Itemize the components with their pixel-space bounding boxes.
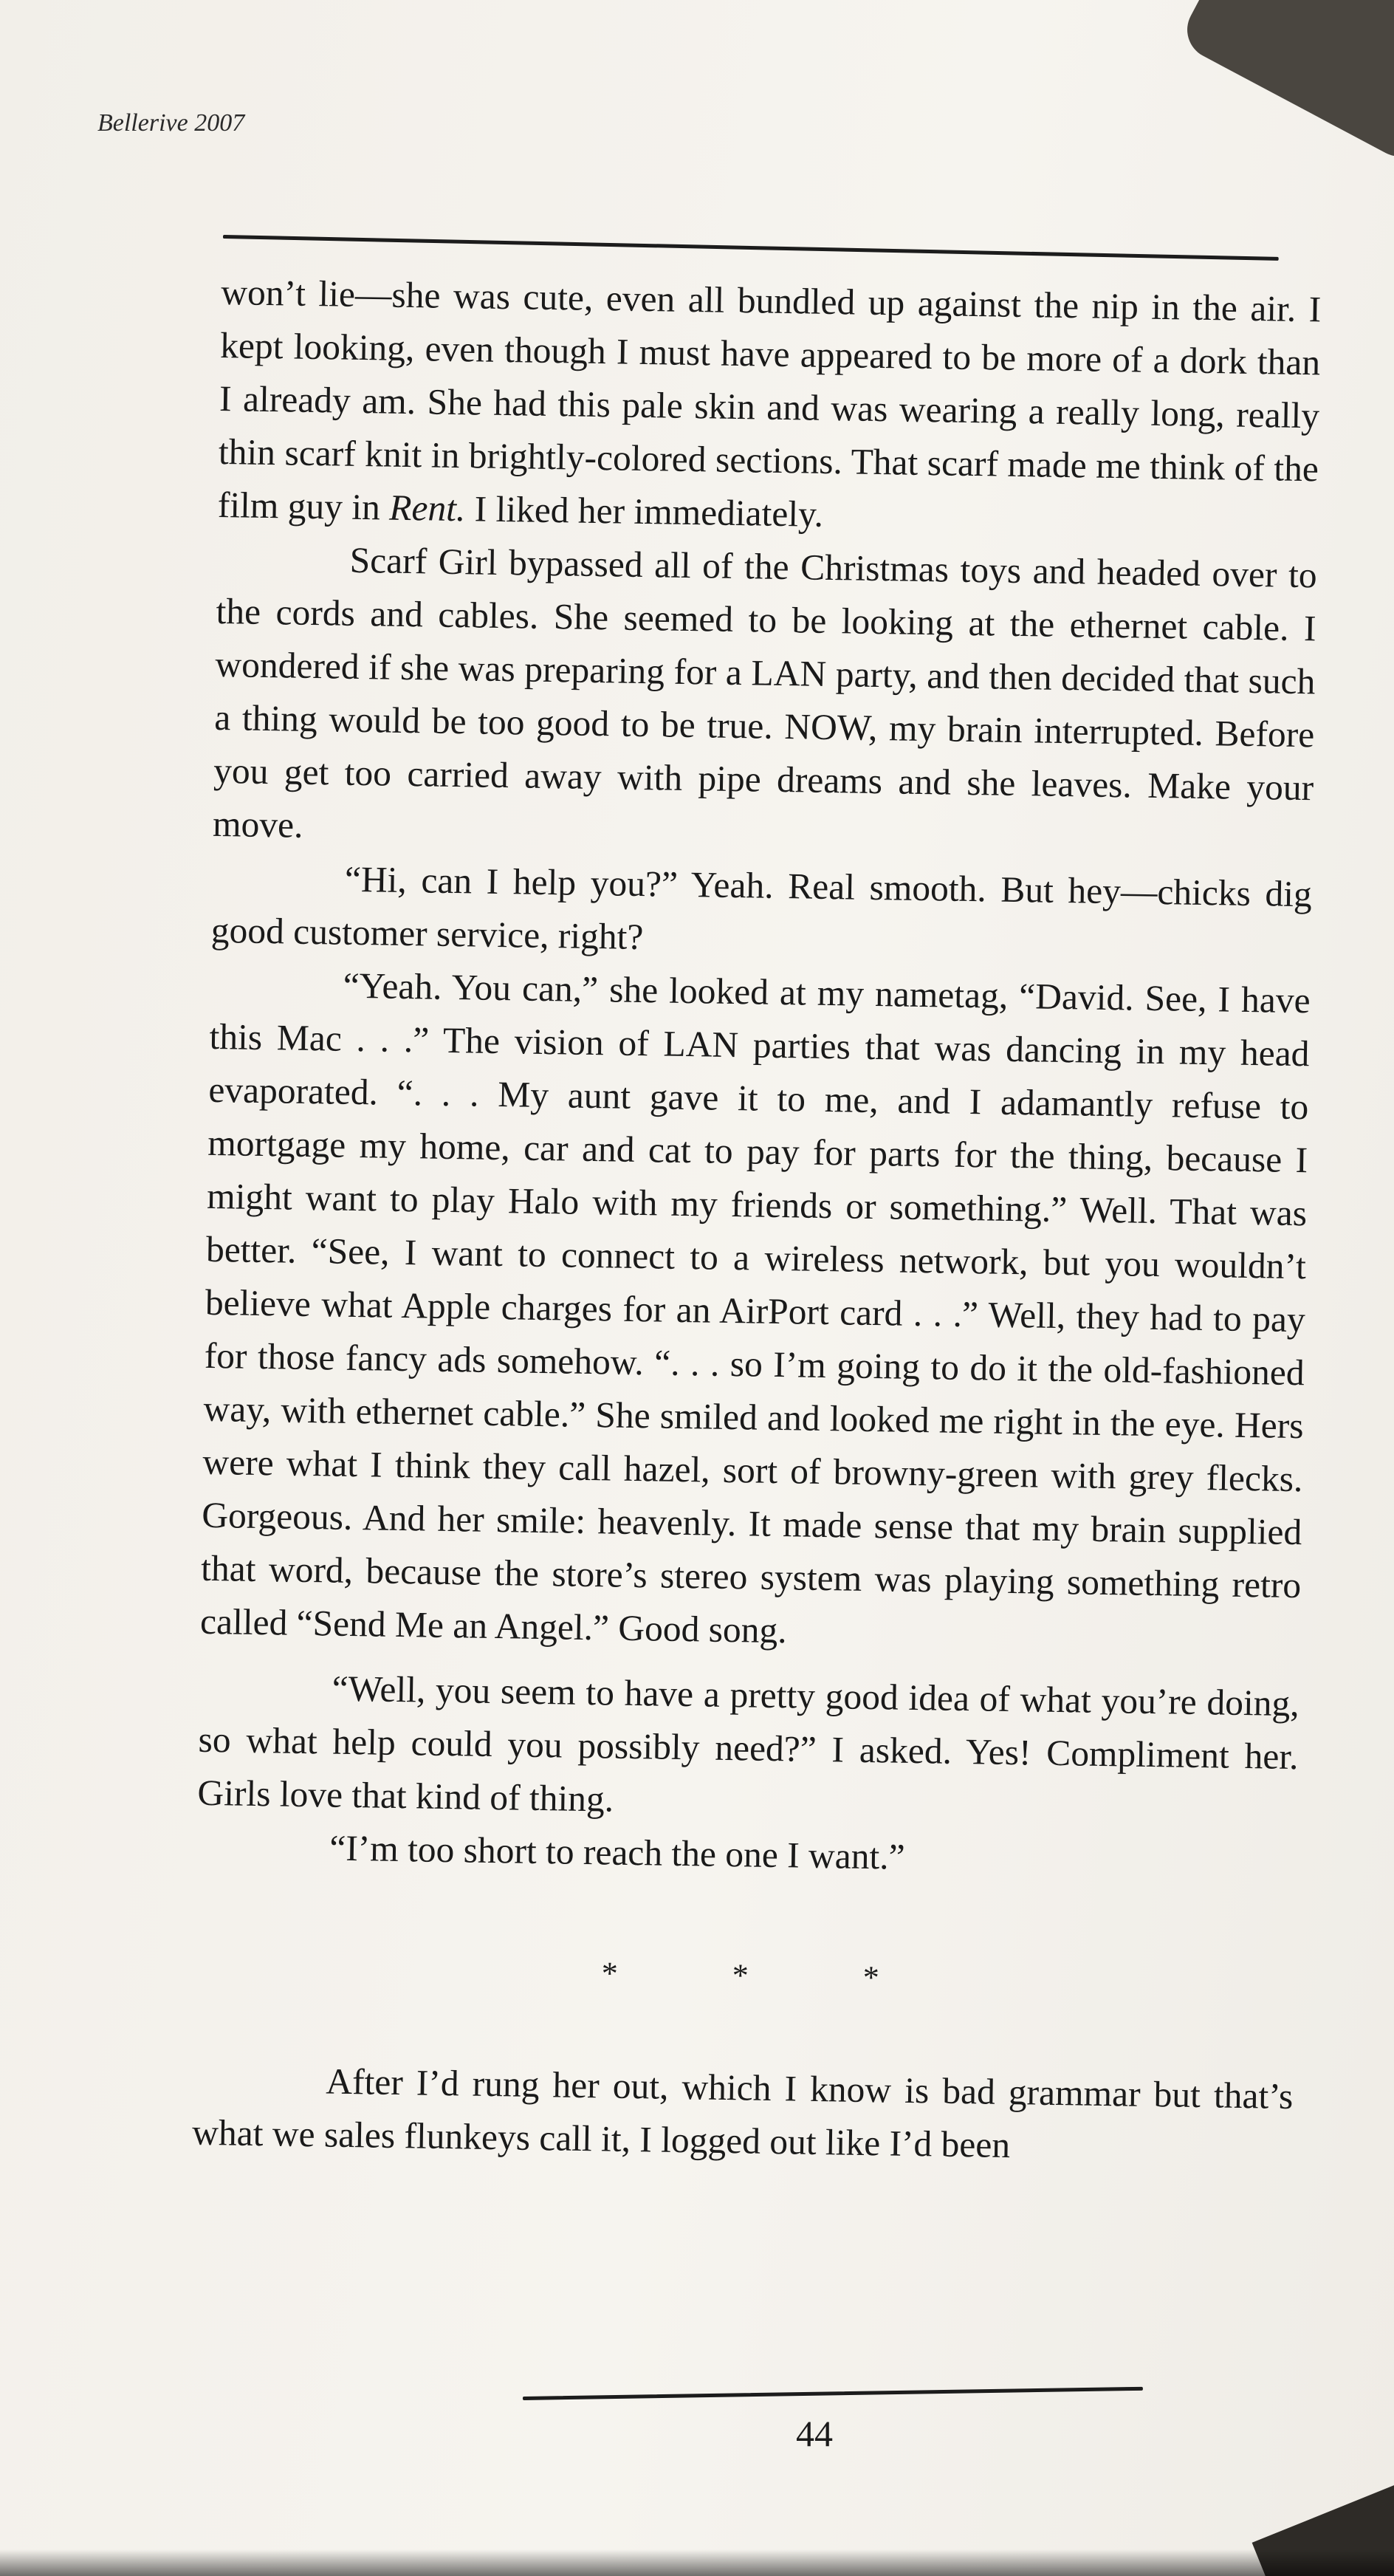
paragraph: “I’m too short to reach the one I want.” <box>329 1827 906 1877</box>
paragraph: “Yeah. You can,” she looked at my nametag, “David. See, I have this Mac . . .” The vision of LAN parties that was dancing in my head evaporated. “. . . My aunt gave it to me, and I adamantly refuse to mortgage my home, car and cat to pay for parts for the thing, because I might want to play Halo with my friends or something.” Well. That was better. “See, I want to connect to a wireless network, but you wouldn’t believe what Apple charges for an AirPort card . . .” Well, they had to pay for those fancy ads somehow. “. . . so I’m going to do it the old-fashioned way, with ethernet cable.” She smiled and looked me right in the eye. Hers were what I think they call hazel, sort of browny-green with grey flecks. Gorgeous. And her smile: heavenly. It made sense that my brain supplied that word, because the store’s stereo system was playing something retro called “Send Me an Angel.” Good song. <box>199 965 1311 1651</box>
paragraph: After I’d rung her out, which I know is bad grammar but that’s what we sales flunkeys call it, I logged out like I’d been <box>191 2061 1294 2166</box>
paragraph: “Hi, can I help you?” Yeah. Real smooth. But hey—chicks dig good customer service, right? <box>210 858 1313 958</box>
body-text <box>192 266 1322 2176</box>
italic-title: Rent. <box>388 487 466 530</box>
paragraph-text: won’t lie—she was cute, even all bundled up against the nip in the air. I kept looking, even though I must have appeared to be more of a dork than I already am. She had this pale skin and was wearing a really long, really thin scarf knit in brightly-colored sections. That scarf made me think of the film guy in <box>217 271 1322 528</box>
page-bottom-shadow <box>0 2549 1394 2576</box>
page-corner-shadow <box>1177 0 1394 167</box>
paragraph: Scarf Girl bypassed all of the Christmas toys and headed over to the cords and cables. She seemed to be looking at the ethernet cable. I wondered if she was preparing for a LAN party, and then decided that such a thing would be too good to be true. NOW, my brain interrupted. Before you get too carried away with pipe dreams and she leaves. Make your move. <box>212 539 1318 846</box>
page-number: 44 <box>796 2413 833 2454</box>
paragraph: “Well, you seem to have a pretty good idea of what you’re doing, so what help could you possibly need?” I asked. Yes! Compliment her. Girls love that kind of thing. <box>197 1668 1300 1820</box>
paragraph-text: I liked her immediately. <box>464 488 824 535</box>
top-rule <box>223 235 1279 261</box>
bottom-rule <box>523 2387 1143 2400</box>
paragraph <box>217 266 1321 549</box>
running-head: Bellerive 2007 <box>97 109 245 137</box>
section-break: * * * <box>601 1955 933 1997</box>
